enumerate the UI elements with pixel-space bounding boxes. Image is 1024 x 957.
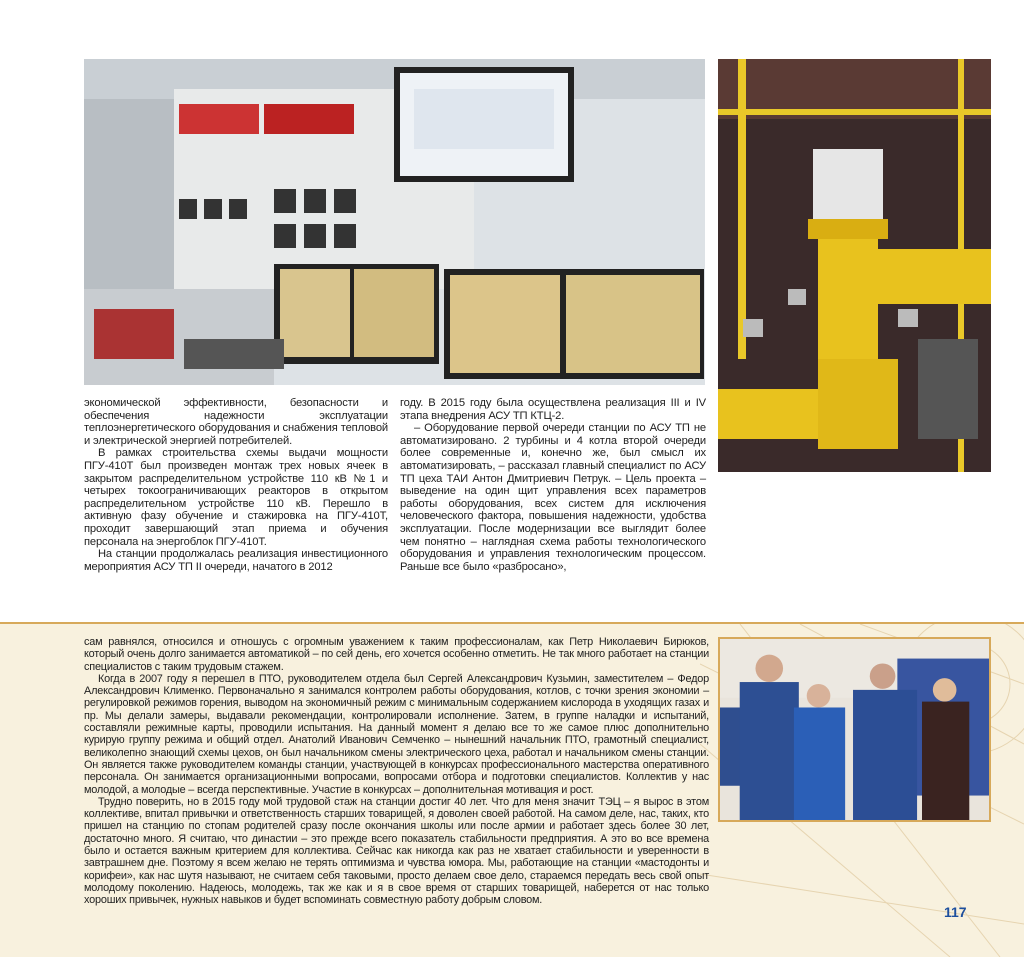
interview-text [84,636,709,907]
paragraph: В рамках строительства схемы выдачи мощности ПГУ-410Т был произведен монтаж трех новых ячеек в закрытом распределительном устройстве 110 кВ №1 и четырех токоограничивающих реакторов в открытом распределительном устройстве 110 кВ. Перешло в активную фазу обучение и стажировка на ПГУ-410Т, проходит завершающий этап приема и обучения персонала на энергоблок ПГУ-410Т. [84,447,388,548]
page-number: 117 [944,904,967,920]
paragraph: году. В 2015 году была осуществлена реализация III и IV этапа внедрения АСУ ТП КТЦ-2. [400,397,706,422]
paragraph: Трудно поверить, но в 2015 году мой трудовой стаж на станции достиг 40 лет. Что для меня значит ТЭЦ – я вырос в этом коллективе, впитал привычки и ответственность старших товарищей, я доволен своей работой. На самом деле, нас, таких, кто пришел на станцию по стопам родителей сразу после окончания школы или после армии и работает здесь более 30 лет, достаточно много. Я считаю, что династии – это прежде всего показатель стабильности предприятия. А это во все времена было и остается важным критерием для коллектива. Сейчас как никогда как раз не хватает стабильности и уверенности в завтрашнем дне. Поэтому я всем желаю не терять оптимизма и чувства юмора. Мы, работающие на станции «мастодонты и корифеи», как нас шутя называют, не считаем себя таковыми, просто делаем свое дело, стараемся передать весь свой опыт молодому поколению. Надеюсь, молодежь, так же как и я в свое время от старших товарищей, наберется от нас только хороших привычек, нужных навыков и будет вспоминать совместную работу добрым словом. [84,795,709,907]
paragraph: На станции продолжалась реализация инвестиционного мероприятия АСУ ТП II очереди, начатого в 2012 [84,548,388,573]
paragraph: Когда в 2007 году я перешел в ПТО, руководителем отдела был Сергей Александрович Кузьмин, заместителем – Федор Александрович Клименко. Первоначально я занимался контролем работы оборудования, котлов, с точки зрения экономии – регулировкой режимов горения, выводом на экономичный режим с минимальным содержанием кислорода в уходящих газах и пр. Мы делали замеры, выдавали рекомендации, контролировали исполнение. Затем, в группе наладки и испытаний, составляли режимные карты, проводили испытания. На данный момент я делаю все то же самое плюс дополнительно курирую группу режима и общий отдел. Анатолий Иванович Семченко – нынешний начальник ПТО, грамотный специалист, великолепно знающий схемы цехов, он был начальником смены электрического цеха, работал и начальником смены станции. Он является также руководителем команды станции, участвующей в конкурсах профессионального мастерства оперативного персонала. Он занимается организационными вопросами, вопросами отбора и подготовки специалистов. Коллектив у нас молодой, а молодые – всегда перспективные. Участие в конкурсах – дополнительная мотивация и рост. [84,672,709,796]
paragraph: экономической эффективности, безопасности и обеспечения надежности эксплуатации теплоэнергетического оборудования и снабжения тепловой и электрической энергией потребителей. [84,397,388,447]
paragraph: сам равнялся, относился и отношусь с огромным уважением к таким профессионалам, как Петр Николаевич Бирюков, который очень долго занимается автоматикой – по сей день, его хочется особенно отметить. Не так много работает на станции специалистов с таким трудовым стажем. [84,636,709,673]
paragraph: – Оборудование первой очереди станции по АСУ ТП не автоматизировано. 2 турбины и 4 котла второй очереди более современные и, конечно же, был смысл их автоматизировать, – рассказал главный специалист по АСУ ТП цеха ТАИ Антон Дмитриевич Петрук. – Цель проекта – выведение на один щит управления всех параметров работы оборудования, всех систем для исключения человеческого фактора, повышения надежности, удобства эксплуатации. После модернизации все выглядит более чем понятно – наглядная схема работы технологического оборудования и управления технологическим процессом. Раньше все было «разбросано», [400,422,706,573]
control-room-photo [84,59,705,385]
right-text-column [400,397,706,573]
pipeline-photo [718,59,991,472]
left-text-column [84,397,388,573]
team-photo [718,637,991,822]
